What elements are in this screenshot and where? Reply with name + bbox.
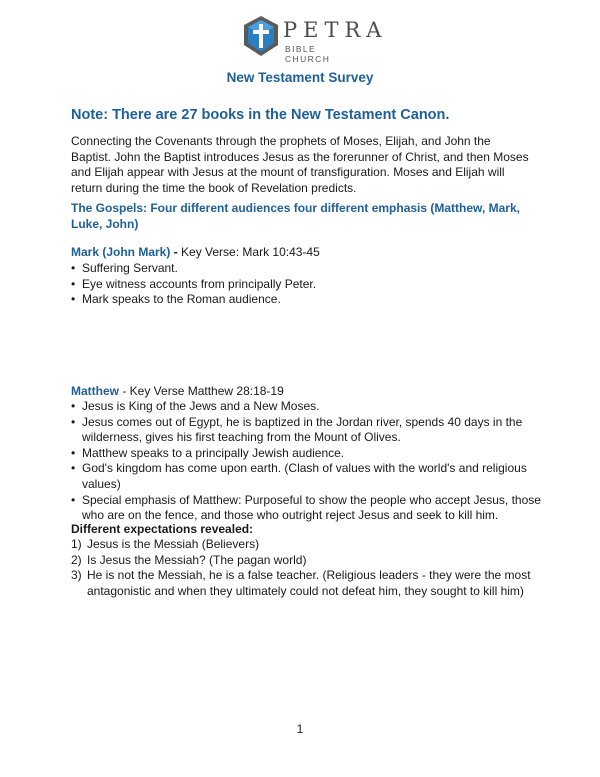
list-item: • Suffering Servant.: [71, 261, 541, 277]
expectations-list: [71, 537, 541, 599]
list-text: Is Jesus the Messiah? (The pagan world): [87, 552, 307, 567]
page-number: 1: [296, 722, 304, 736]
church-logo: [241, 14, 388, 64]
mark-dash: -: [170, 245, 182, 259]
list-item: [71, 553, 541, 569]
logo-name: PETRA: [283, 18, 388, 42]
matthew-bullet-list: [71, 399, 541, 524]
intro-paragraph: Connecting the Covenants through the prophets of Moses, Elijah, and John the Baptist. John the Baptist introduces Jesus as the forerunner of Christ, and then Moses and Elijah appear with Jesus at the mount of transfiguration. Moses and Elijah will return during the time the book of Revelation predicts.: [71, 134, 529, 195]
list-number: 2): [71, 552, 82, 567]
list-item: • Mark speaks to the Roman audience.: [71, 292, 541, 308]
list-item: • Jesus is King of the Jews and a New Moses.: [71, 399, 541, 415]
list-item: [71, 537, 541, 553]
mark-heading: [71, 245, 320, 261]
list-item: • Jesus comes out of Egypt, he is baptized in the Jordan river, spends 40 days in the wilderness, gives his first teaching from the Mount of Olives.: [71, 415, 541, 446]
matthew-dash: -: [119, 384, 130, 398]
document-title: New Testament Survey: [226, 70, 374, 85]
mark-name: Mark (John Mark): [71, 245, 171, 259]
expectations-heading: Different expectations revealed:: [71, 522, 254, 536]
list-number: 1): [71, 537, 82, 551]
note-heading: Note: There are 27 books in the New Testament Canon.: [71, 107, 450, 123]
list-item: • Eye witness accounts from principally Peter.: [71, 277, 541, 293]
matthew-heading: [71, 384, 284, 400]
mark-key-verse: Key Verse: Mark 10:43-45: [181, 245, 320, 259]
list-text: Jesus is the Messiah (Believers): [87, 537, 260, 551]
logo-subname: BIBLE CHURCH: [285, 44, 331, 64]
mark-bullet-list: [71, 261, 541, 308]
list-item: [71, 568, 541, 599]
list-item: • God's kingdom has come upon earth. (Clash of values with the world's and religious values): [71, 461, 541, 492]
matthew-name: Matthew: [71, 384, 119, 398]
list-number: 3): [71, 568, 82, 583]
matthew-key-verse: Key Verse Matthew 28:18-19: [129, 384, 284, 398]
cross-shield-icon: [241, 14, 281, 58]
list-item: • Special emphasis of Matthew: Purposeful to show the people who accept Jesus, those who are on the fence, and those who outright reject Jesus and seek to kill him.: [71, 493, 541, 524]
gospels-heading: The Gospels: Four different audiences four different emphasis (Matthew, Mark, Luke, John): [71, 201, 520, 231]
list-text: He is not the Messiah, he is a false teacher. (Religious leaders - they were the most antagonistic and when they ultimately could not defeat him, they sought to kill him): [87, 568, 531, 598]
list-item: • Matthew speaks to a principally Jewish audience.: [71, 446, 541, 462]
